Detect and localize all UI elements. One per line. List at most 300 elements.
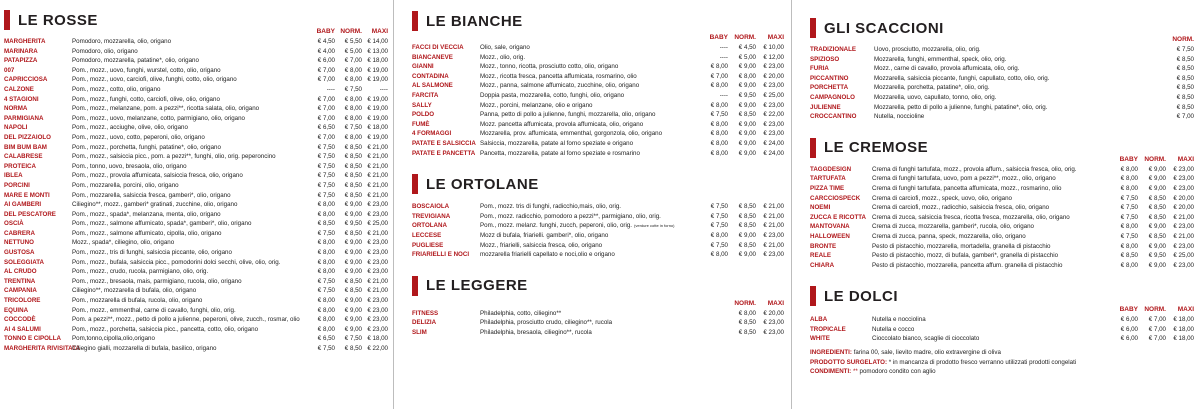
section-marker (810, 286, 816, 306)
item-description (72, 325, 307, 335)
price-maxi: € 23,00 (367, 210, 388, 218)
item-description (480, 110, 700, 120)
item-name: MARE E MONTI (4, 191, 50, 199)
price-norm: € 9,00 (344, 210, 362, 218)
item-description (874, 45, 1164, 55)
column-separator (791, 0, 792, 409)
price-baby: € 7,50 (1120, 204, 1138, 212)
price-norm: € 8,50 (1176, 103, 1194, 111)
price-norm: € 7,50 (344, 335, 362, 343)
item-name: 4 STAGIONI (4, 95, 39, 103)
baby-header: BABY (316, 28, 335, 35)
menu-item (810, 222, 1194, 232)
price-baby: € 7,50 (710, 241, 728, 249)
norm-header: NORM. (1144, 306, 1166, 314)
item-description-text: Cioccolato bianco, scaglie di cioccolato (872, 335, 980, 343)
price-baby: € 7,00 (710, 72, 728, 80)
item-description (72, 248, 307, 258)
menu-item (4, 258, 388, 268)
bianche-price-header (412, 34, 784, 42)
item-note: (verdure cotte in forno) (634, 223, 675, 229)
item-name: LECCESE (412, 231, 442, 239)
item-description (480, 149, 700, 159)
menu-item (4, 315, 388, 325)
leggere-section-header (412, 274, 784, 298)
item-name: TAGGDESIGN (810, 165, 852, 173)
price-baby: € 8,00 (317, 258, 335, 266)
price-baby: ---- (326, 85, 335, 93)
item-name: PORCINI (4, 181, 30, 189)
item-description (480, 101, 700, 111)
item-description-text: Pom., mozz., uovo, melanzane, cotto, parmigiano, olio, origano (72, 114, 245, 122)
item-description (480, 202, 700, 212)
item-description-text: Pom,tonno,cipolla,olio,origano (72, 335, 155, 343)
item-name: CROCCANTINO (810, 113, 857, 121)
price-maxi: € 21,00 (367, 162, 388, 170)
price-norm: € 8,50 (1148, 232, 1166, 240)
price-baby: € 8,00 (710, 130, 728, 138)
menu-item (412, 250, 784, 260)
item-name: COCCODÈ (4, 316, 36, 324)
item-name: DEL PESCATORE (4, 210, 56, 218)
item-description-text: Crema di funghi tartufata, pancetta affumicata, mozz., rosmarino, olio (872, 184, 1062, 192)
item-description (480, 221, 700, 231)
item-description-text: Philadelphia, prosciutto crudo, ciliegino**, rucola (480, 319, 613, 327)
item-name: AL SALMONE (412, 82, 453, 90)
item-name: PARMIGIANA (4, 114, 44, 122)
item-description (480, 81, 700, 91)
price-norm: € 8,50 (344, 345, 362, 352)
menu-item (4, 286, 388, 296)
menu-item (4, 104, 388, 114)
price-baby: € 8,00 (317, 325, 335, 333)
item-description-text: Nutella e nocciolina (872, 316, 926, 324)
item-description-text: Nutella, noccioline (874, 113, 925, 121)
item-description (72, 210, 307, 220)
item-description (72, 334, 307, 344)
item-description-text: Mozz., friarielli, salsiccia fresca, olio, origano (480, 241, 603, 249)
price-baby: € 7,50 (317, 229, 335, 237)
item-description (72, 277, 307, 287)
price-maxi: € 22,00 (763, 111, 784, 119)
price-norm: € 9,00 (738, 231, 756, 239)
item-description-text: Mozzarella, prov. affumicata, emmenthal, gorgonzola, olio, origano (480, 130, 663, 138)
item-description (480, 120, 700, 130)
item-name: MARGHERITA (4, 38, 46, 45)
item-description-text: Pom., mozz., porchetta, salsiccia picc., pancetta, cotto, olio, origano (72, 325, 259, 333)
item-description (72, 85, 307, 95)
menu-item (4, 56, 388, 66)
item-description-text: Ciliegino**, mozz., gamberi* gratinati, zucchine, olio, origano (72, 201, 238, 209)
menu-item (4, 191, 388, 201)
item-description (72, 56, 307, 66)
price-maxi: € 23,00 (1173, 165, 1194, 173)
item-description (72, 200, 307, 210)
price-baby: € 8,00 (317, 210, 335, 218)
item-description-text: Crema di carciofi, mozz., radicchio, salsiccia fresca, olio, origano (872, 204, 1050, 212)
price-norm: € 9,00 (738, 149, 756, 157)
menu-item (412, 328, 784, 338)
norm-header: NORM. (1172, 36, 1194, 43)
price-maxi: € 21,00 (1173, 213, 1194, 221)
item-description (72, 114, 307, 124)
item-name: HALLOWEEN (810, 232, 850, 240)
price-baby: € 7,50 (710, 212, 728, 220)
price-maxi: € 23,00 (1173, 242, 1194, 250)
menu-item (810, 74, 1194, 84)
price-baby: € 7,00 (317, 95, 335, 103)
price-norm: € 9,00 (344, 239, 362, 247)
menu-item (4, 238, 388, 248)
menu-item (412, 212, 784, 222)
price-norm: € 5,50 (344, 38, 362, 45)
price-baby: € 6,00 (1120, 316, 1138, 324)
leggere-price-header (412, 300, 784, 308)
item-name: PICCANTINO (810, 74, 849, 82)
price-baby: € 8,00 (317, 239, 335, 247)
item-name: BIANCANEVE (412, 53, 453, 61)
scaccioni-title: GLI SCACCIONI (824, 19, 944, 37)
item-description-text: Mozz., panna, salmone affumicato, zucchine, olio, origano (480, 82, 640, 90)
menu-item (810, 174, 1194, 184)
price-maxi: € 23,00 (763, 63, 784, 71)
price-baby: € 8,50 (317, 220, 335, 228)
ingredienti-text: farina 00, sale, lievito madre, olio extravergine di oliva (853, 349, 1001, 357)
menu-item (810, 251, 1194, 261)
price-baby: € 7,50 (317, 287, 335, 295)
leggere-title: LE LEGGERE (426, 277, 528, 295)
maxi-header: MAXI (767, 34, 784, 41)
baby-header: BABY (1119, 155, 1138, 163)
price-maxi: € 23,00 (367, 297, 388, 305)
item-description (480, 139, 700, 149)
item-name: AL CRUDO (4, 268, 37, 276)
price-maxi: € 12,00 (763, 53, 784, 61)
price-maxi: € 21,00 (763, 203, 784, 211)
price-norm: € 9,00 (1148, 242, 1166, 250)
item-description-text: Salsiccia, mozzarella, patate al forno speziate e origano (480, 139, 634, 147)
price-norm: € 9,50 (344, 220, 362, 228)
scaccioni-list (810, 45, 1194, 122)
price-maxi: € 18,00 (367, 57, 388, 65)
price-norm: € 9,50 (1148, 252, 1166, 260)
item-name: GIANNI (412, 63, 434, 71)
menu-item (4, 325, 388, 335)
price-maxi: € 21,00 (763, 241, 784, 249)
price-baby: € 7,50 (317, 191, 335, 199)
price-maxi: € 20,00 (763, 309, 784, 317)
item-description (874, 74, 1164, 84)
price-baby: € 8,00 (710, 120, 728, 128)
menu-item (4, 267, 388, 277)
item-description (872, 232, 1110, 242)
price-baby: € 7,50 (710, 222, 728, 230)
rosse-price-header (4, 28, 388, 36)
price-maxi: € 14,00 (367, 38, 388, 45)
menu-item (412, 231, 784, 241)
item-name: NOEMI (810, 204, 831, 212)
price-maxi: € 23,00 (763, 82, 784, 90)
item-description (72, 37, 307, 47)
item-description-text: Crema di zucca, panna, speck, mozzarella, olio, origano (872, 232, 1026, 240)
price-baby: € 8,00 (317, 249, 335, 257)
item-name: DEL PIZZAIOLO (4, 133, 51, 141)
item-description (872, 203, 1110, 213)
price-maxi: € 23,00 (763, 319, 784, 327)
norm-header: NORM. (734, 299, 756, 307)
item-description-text: Pom., mozz., bresaola, mais, parmigiano, rucola, olio, origano (72, 277, 242, 285)
price-norm: € 7,00 (1148, 325, 1166, 333)
item-description (72, 296, 307, 306)
menu-item (4, 334, 388, 344)
price-norm: € 9,00 (344, 325, 362, 333)
item-description (72, 152, 307, 162)
item-description-text: Mozz., ricotta fresca, pancetta affumicata, rosmarino, olio (480, 72, 637, 80)
price-norm: € 9,00 (738, 120, 756, 128)
price-baby: € 8,00 (1120, 175, 1138, 183)
item-name: NORMA (4, 105, 28, 113)
price-baby: € 7,00 (317, 105, 335, 113)
price-norm: € 9,00 (738, 251, 756, 259)
item-description (480, 231, 700, 241)
item-description-text: Crema di carciofi, mozz., speck, uovo, olio, origano (872, 194, 1012, 202)
item-name: PORCHETTA (810, 84, 849, 92)
item-description (480, 241, 700, 251)
menu-item (810, 45, 1194, 55)
item-description-text: mozzarella friarielli capellato e noci,olio e origano (480, 251, 615, 259)
menu-item (810, 242, 1194, 252)
menu-item (4, 248, 388, 258)
price-norm: € 8,50 (1148, 213, 1166, 221)
item-description-text: Pom., mozz., uovo, cotto, peperoni, olio, origano (72, 133, 205, 141)
ingredienti-note (810, 348, 1194, 358)
item-description-text: Pom., mozzarella di bufala, rucola, olio, origano (72, 297, 203, 305)
menu-item (412, 43, 784, 53)
item-description (72, 306, 307, 316)
price-norm: € 8,50 (738, 212, 756, 220)
menu-item (412, 120, 784, 130)
item-description (480, 328, 728, 338)
item-name: TRADIZIONALE (810, 46, 857, 53)
dolci-price-header (810, 306, 1194, 314)
price-maxi: € 21,00 (367, 277, 388, 285)
item-description (480, 129, 700, 139)
price-maxi: € 19,00 (367, 114, 388, 122)
price-maxi: € 20,00 (1173, 194, 1194, 202)
menu-item (412, 110, 784, 120)
price-norm: € 8,00 (344, 76, 362, 84)
item-description-text: Ciliegino gialli, mozzarella di bufala, basilico, origano (72, 345, 217, 352)
price-norm: € 9,00 (1148, 261, 1166, 269)
norm-header: NORM. (340, 28, 362, 35)
item-description (72, 315, 307, 325)
menu-item (4, 277, 388, 287)
price-baby: € 4,50 (317, 38, 335, 45)
item-description (72, 143, 307, 153)
item-description-text: Pom., mozz., porchetta, funghi, patatine*, olio, origano (72, 143, 221, 151)
item-description (72, 162, 307, 172)
item-description (872, 184, 1110, 194)
item-description-text: Pom., mozzarella, porcini, olio, origano (72, 181, 179, 189)
item-name: TONNO E CIPOLLA (4, 335, 61, 343)
item-name: NETTUNO (4, 239, 34, 247)
item-description-text: Mozz., carne di cavallo, provola affumicata, olio, orig. (874, 65, 1020, 73)
menu-item (810, 112, 1194, 122)
price-norm: € 7,00 (1176, 113, 1194, 121)
item-description-text: Philadelphia, cotto, ciliegino** (480, 309, 562, 317)
item-description-text: Pom., mozz. melanz. funghi, zucch, peperoni, olio, orig. (480, 222, 633, 230)
cremose-list (810, 165, 1194, 271)
item-name: CARCCIOSPECK (810, 194, 861, 202)
price-norm: € 9,00 (344, 306, 362, 314)
price-maxi: € 23,00 (367, 325, 388, 333)
item-name: MANTOVANA (810, 223, 850, 231)
menu-item (4, 47, 388, 57)
item-description (72, 238, 307, 248)
price-maxi: € 18,00 (1173, 316, 1194, 324)
price-baby: € 7,50 (317, 172, 335, 180)
item-name: IBLEA (4, 172, 23, 180)
price-baby: € 8,00 (317, 201, 335, 209)
price-baby: € 7,50 (317, 143, 335, 151)
item-description (72, 75, 307, 85)
price-baby: € 8,00 (710, 82, 728, 90)
item-description-text: Pesto di pistacchio, mozzarella, pancetta affum. granella di pistacchio (872, 261, 1063, 269)
price-baby: € 8,00 (317, 297, 335, 305)
item-description-text: Pom., mozz., provola affumicata, salsiccia fresca, olio, origano (72, 172, 243, 180)
price-baby: € 6,00 (317, 57, 335, 65)
price-baby: € 8,00 (1120, 242, 1138, 250)
price-baby: € 7,50 (317, 162, 335, 170)
price-maxi: € 21,00 (367, 229, 388, 237)
price-norm: € 8,50 (1176, 74, 1194, 82)
menu-item (4, 306, 388, 316)
item-description (872, 315, 1110, 325)
price-norm: € 8,50 (344, 191, 362, 199)
menu-item (4, 95, 388, 105)
item-description (72, 123, 307, 133)
item-description-text: Mozz., porcini, melanzane, olio e origano (480, 101, 593, 109)
price-maxi: € 21,00 (367, 143, 388, 151)
menu-item (4, 181, 388, 191)
price-maxi: € 23,00 (367, 201, 388, 209)
scaccioni-price-header (810, 36, 1194, 44)
price-baby: € 8,00 (317, 316, 335, 324)
item-name: BRONTE (810, 242, 837, 250)
price-norm: € 9,00 (344, 258, 362, 266)
price-norm: € 8,50 (344, 153, 362, 161)
price-norm: € 9,00 (344, 249, 362, 257)
baby-header: BABY (709, 34, 728, 41)
item-name: PROTEICA (4, 162, 36, 170)
item-name: MARGHERITA RIVISITATA (4, 345, 80, 352)
item-description (872, 261, 1110, 271)
price-baby: ---- (719, 53, 728, 61)
item-name: POLDO (412, 111, 435, 119)
item-description (480, 43, 700, 53)
menu-item (412, 72, 784, 82)
price-norm: € 5,00 (344, 47, 362, 55)
right-column (810, 0, 1194, 409)
section-marker (810, 18, 816, 38)
menu-item (4, 133, 388, 143)
dolci-title: LE DOLCI (824, 287, 898, 305)
ortolane-list (412, 202, 784, 260)
price-maxi: € 19,00 (367, 95, 388, 103)
item-description-text: Crema di funghi tartufata, mozz., provola affum., salsiccia fresca, olio, orig. (872, 165, 1077, 173)
price-maxi: € 18,00 (367, 335, 388, 343)
menu-item (412, 101, 784, 111)
item-name: ORTOLANA (412, 222, 447, 230)
price-norm: € 7,00 (344, 57, 362, 65)
menu-item (4, 152, 388, 162)
price-baby: € 8,00 (710, 139, 728, 147)
price-baby: € 7,50 (317, 153, 335, 161)
price-norm: € 9,00 (738, 139, 756, 147)
item-name: TARTUFATA (810, 175, 846, 183)
item-description-text: Mozz. pancetta affumicata, provola affumicata, olio, origano (480, 120, 644, 128)
item-description-text: Mozzarella, petto di pollo a julienne, funghi, patatine*, olio, orig. (874, 103, 1048, 111)
item-description-text: Pom., mozz., cotto, olio, origano (72, 85, 161, 93)
price-baby: € 7,50 (1120, 232, 1138, 240)
menu-item (4, 229, 388, 239)
price-maxi: € 18,00 (1173, 335, 1194, 343)
bianche-title: LE BIANCHE (426, 12, 523, 30)
item-name: PUGLIESE (412, 241, 444, 249)
price-norm: € 8,00 (344, 66, 362, 74)
menu-item (412, 129, 784, 139)
price-norm: € 7,50 (344, 85, 362, 93)
price-baby: € 7,00 (317, 133, 335, 141)
item-name: FRIARIELLI E NOCI (412, 251, 470, 259)
item-name: WHITE (810, 335, 830, 343)
price-maxi: € 23,00 (367, 306, 388, 314)
item-description (480, 250, 700, 260)
item-description (872, 222, 1110, 232)
leggere-list (412, 309, 784, 338)
item-name: CAMPAGNOLO (810, 93, 855, 101)
price-maxi: ---- (379, 85, 388, 93)
maxi-header: MAXI (371, 28, 388, 35)
price-norm: € 8,00 (738, 309, 756, 317)
price-maxi: € 23,00 (763, 130, 784, 138)
price-maxi: € 25,00 (763, 91, 784, 99)
menu-item (4, 37, 388, 47)
item-name: 4 FORMAGGI (412, 130, 452, 138)
item-name: TREVIGIANA (412, 212, 451, 220)
price-norm: € 7,00 (1148, 335, 1166, 343)
price-baby: € 7,50 (1120, 213, 1138, 221)
price-norm: € 8,00 (344, 114, 362, 122)
item-description (72, 104, 307, 114)
price-maxi: € 23,00 (763, 120, 784, 128)
price-norm: € 8,50 (1176, 93, 1194, 101)
item-name: PATATE E SALSICCIA (412, 139, 476, 147)
item-description (72, 66, 307, 76)
menu-item (4, 114, 388, 124)
middle-column (412, 0, 784, 409)
item-name: JULIENNE (810, 103, 841, 111)
price-maxi: € 23,00 (367, 249, 388, 257)
item-description (480, 212, 700, 222)
item-description-text: Doppia pasta, mozzarella, cotto, funghi, olio, origano (480, 91, 625, 99)
price-norm: € 8,50 (344, 229, 362, 237)
item-description (872, 165, 1110, 175)
price-norm: € 7,00 (1148, 316, 1166, 324)
surgelato-text: * in mancanza di prodotto fresco verranno utilizzati prodotti congelati (888, 358, 1077, 366)
item-description-text: Pomodoro, mozzarella, patatine*, olio, origano (72, 57, 199, 65)
price-maxi: € 23,00 (763, 231, 784, 239)
